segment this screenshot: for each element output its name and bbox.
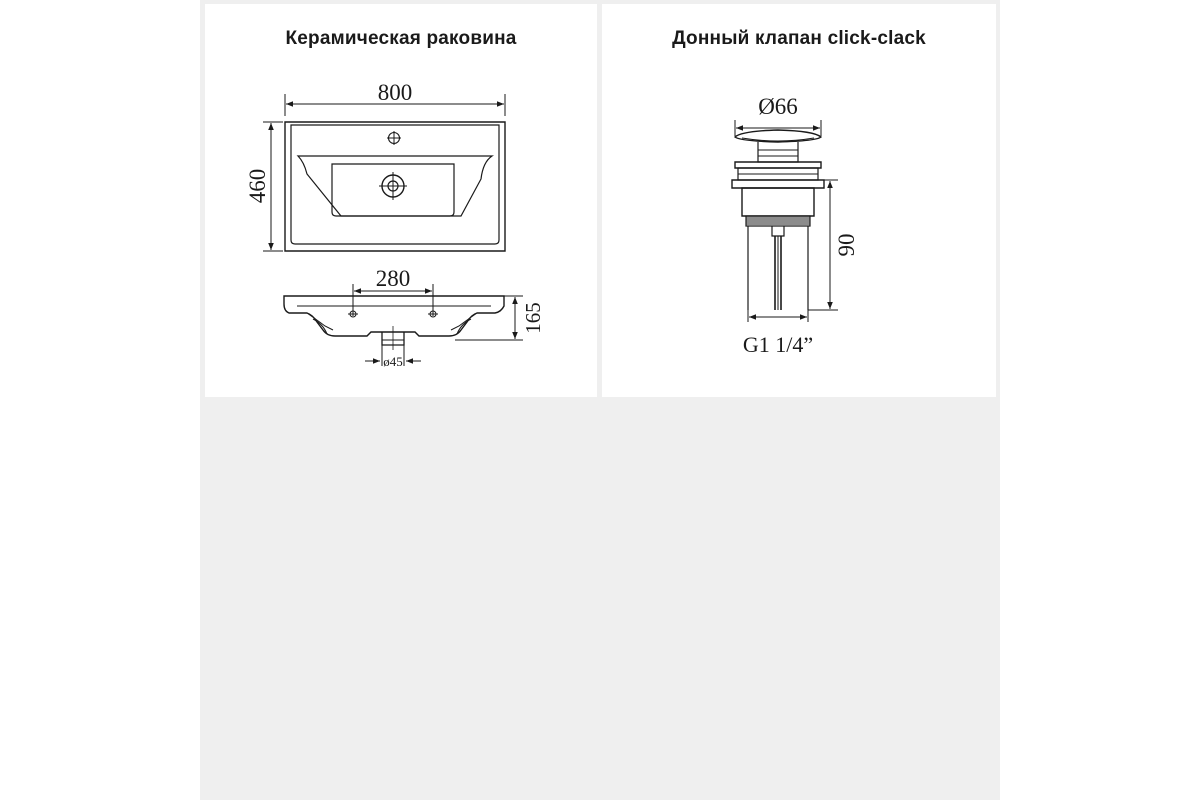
sink-height-dimension [455, 296, 545, 340]
valve-thread-dimension [743, 310, 813, 357]
sink-width-dimension [285, 80, 505, 116]
sink-top-view [285, 122, 505, 251]
sink-drain-label: ø45 [383, 354, 403, 369]
sink-height-label: 165 [521, 302, 545, 334]
valve-height-dimension [808, 180, 859, 310]
valve-height-label: 90 [834, 233, 859, 257]
sink-depth-label: 460 [245, 168, 270, 204]
drain-hole-icon [379, 172, 407, 200]
valve-title: Донный клапан click-clack [672, 28, 926, 49]
valve-drawing [602, 4, 996, 397]
sink-width-label: 800 [377, 80, 413, 105]
sink-title: Керамическая раковина [285, 28, 517, 49]
drawing-sheet [200, 0, 1000, 800]
sink-side-view [284, 296, 504, 350]
sink-panel [205, 4, 597, 397]
valve-body [732, 130, 824, 310]
valve-thread-label: G1 1/4” [742, 332, 814, 357]
sink-depth-dimension [245, 122, 283, 251]
sink-holes-dimension [353, 266, 433, 316]
sink-holes-label: 280 [375, 266, 411, 291]
sink-drawing [205, 4, 597, 397]
valve-panel [602, 4, 996, 397]
valve-cap-label: Ø66 [758, 94, 798, 119]
